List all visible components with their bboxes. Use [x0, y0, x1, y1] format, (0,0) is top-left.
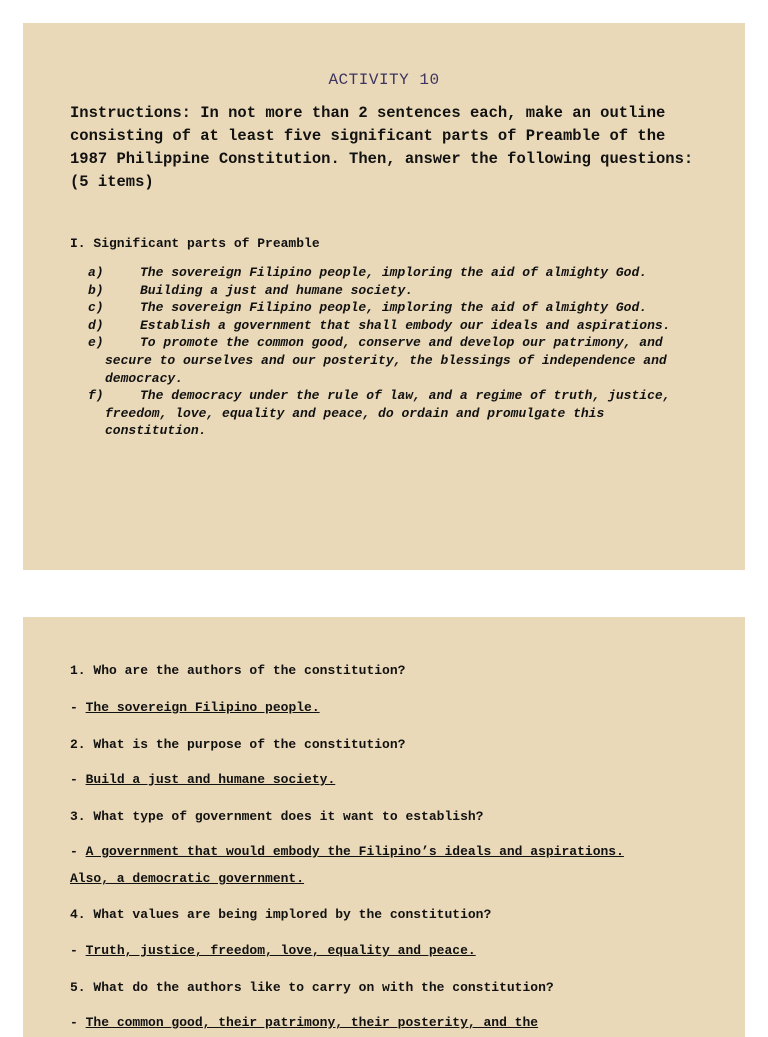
answer-prefix: - [70, 772, 86, 787]
question-text: 5. What do the authors like to carry on with the constitution? [70, 980, 554, 995]
question-text: 2. What is the purpose of the constitution? [70, 737, 406, 752]
list-item-letter: f) [88, 388, 104, 404]
list-item-letter: a) [88, 265, 104, 280]
answer-text [70, 694, 710, 721]
list-item [88, 317, 708, 335]
question-text: 3. What type of government does it want to establish? [70, 809, 484, 824]
list-item-text: The sovereign Filipino people, imploring the aid of almighty God. [140, 265, 648, 280]
list-item-text: To promote the common good, conserve and develop our patrimony, and secure to ourselves and our posterity, the blessings of independence and democracy. [105, 335, 667, 386]
document-page-1 [23, 23, 745, 570]
section-heading: I. Significant parts of Preamble [70, 236, 320, 251]
list-item-text: The sovereign Filipino people, imploring the aid of almighty God. [140, 300, 648, 316]
list-item [88, 264, 708, 282]
activity-title: ACTIVITY 10 [328, 71, 440, 89]
document-page-2 [23, 617, 745, 1037]
answer-prefix: - [70, 700, 86, 715]
question-text: 4. What values are being implored by the constitution? [70, 907, 492, 922]
answer-value: Build a just and humane society. [85, 772, 336, 787]
list-item-letter: e) [88, 335, 104, 351]
answer-value: The common good, their patrimony, their posterity, and the [85, 1015, 539, 1030]
list-item-text: The democracy under the rule of law, and a regime of truth, justice, freedom, love, equality and peace, do ordain and promulgate this constitution. [105, 388, 671, 439]
answer-prefix: - [70, 943, 86, 958]
answer-text [70, 1009, 710, 1036]
list-item [88, 387, 708, 440]
preamble-parts-list [88, 264, 708, 440]
list-item-text: Building a just and humane society. [140, 282, 414, 298]
answer-text [70, 937, 710, 964]
answer-text [70, 766, 710, 793]
list-item-letter: c) [88, 300, 104, 316]
list-item-text: Establish a government that shall embody our ideals and aspirations. [140, 317, 671, 333]
list-item-letter: b) [88, 282, 104, 298]
list-item-letter: d) [88, 317, 104, 333]
answer-text [70, 838, 630, 892]
answer-value: The sovereign Filipino people. [85, 700, 320, 715]
answer-value: Truth, justice, freedom, love, equality and peace. [85, 943, 476, 958]
answer-value: A government that would embody the Filipino’s ideals and aspirations. Also, a democratic government. [70, 844, 624, 886]
answer-prefix: - [70, 844, 86, 859]
instructions-text: Instructions: In not more than 2 sentences each, make an outline consisting of at least five significant parts of Preamble of the 1987 Philippine Constitution. Then, answer the following questions: (5 items) [70, 104, 694, 191]
question-text: 1. Who are the authors of the constitution? [70, 663, 406, 678]
list-item [88, 299, 708, 317]
list-item [88, 282, 708, 300]
answer-prefix: - [70, 1015, 86, 1030]
list-item [88, 334, 708, 387]
